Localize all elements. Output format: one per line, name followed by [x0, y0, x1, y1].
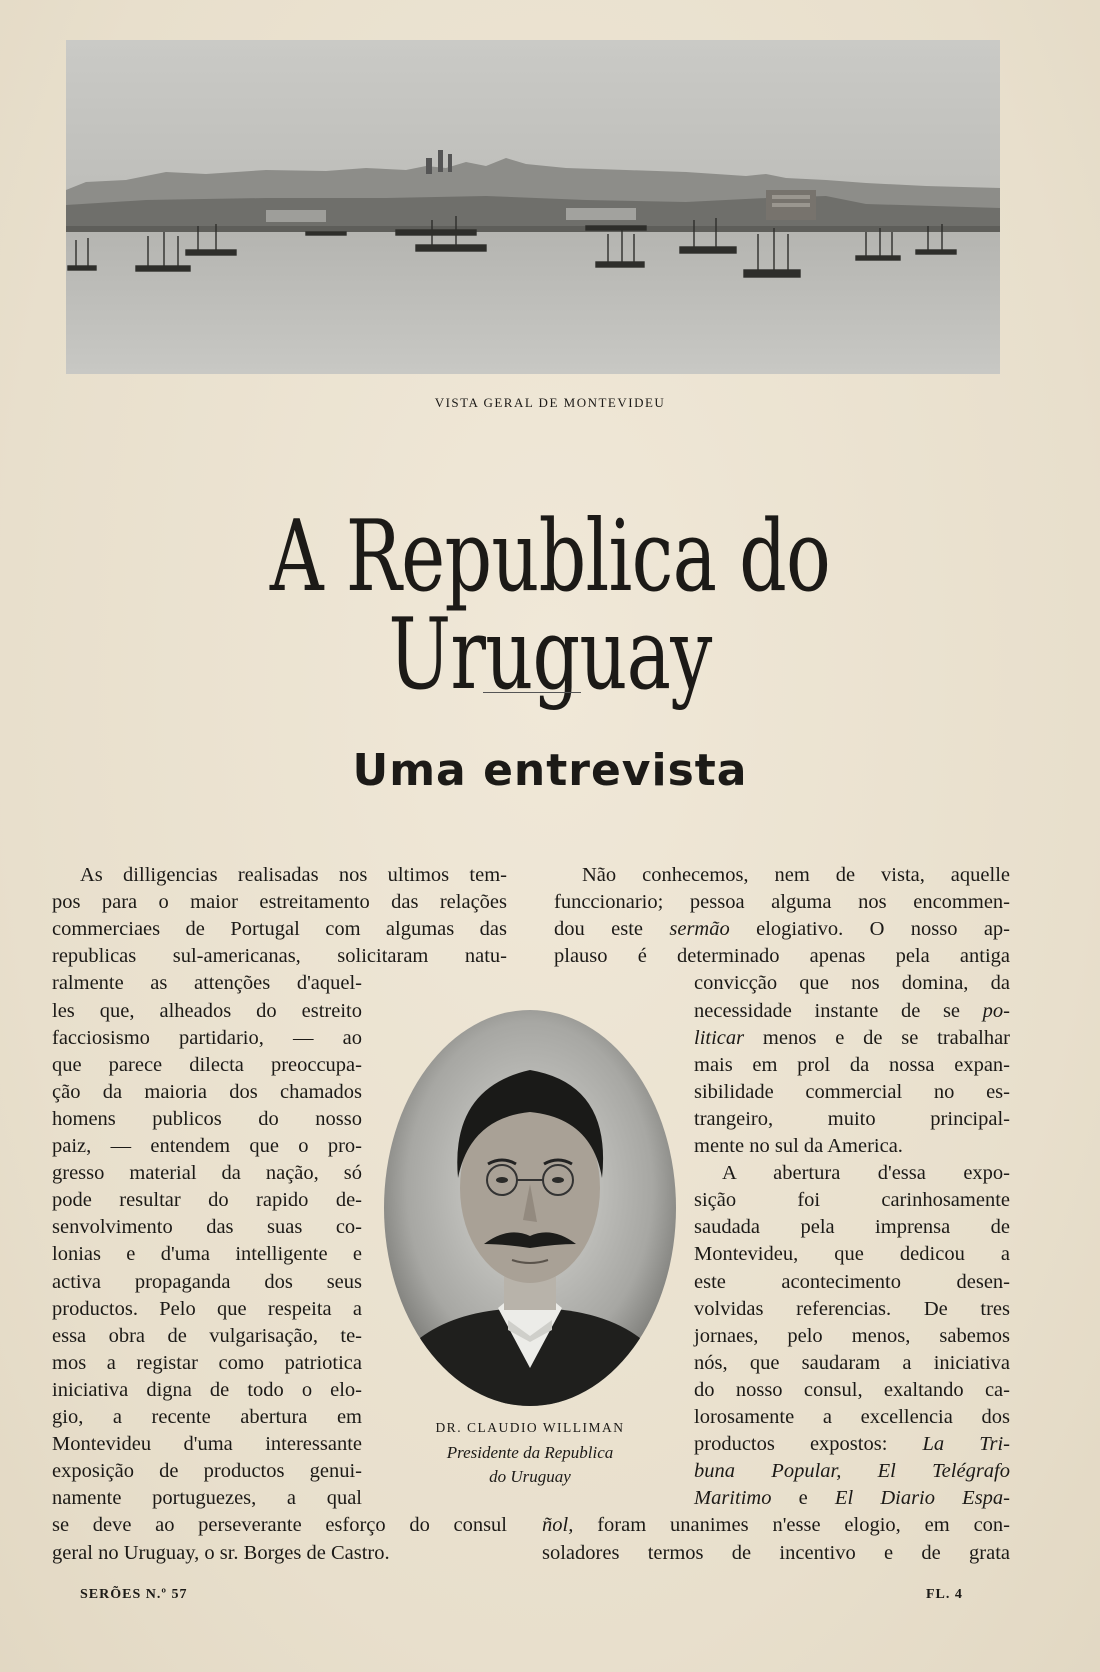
right-column-line: mente no sul da America.	[694, 1135, 903, 1157]
photo-caption: VISTA GERAL DE MONTEVIDEU	[434, 395, 666, 410]
right-column-line: productos expostos: La Tri-	[694, 1433, 1010, 1456]
left-column-line: que parece dilecta preoccupa-	[52, 1053, 362, 1076]
right-column-line: ñol, foram unanimes n'esse elogio, em con-	[542, 1514, 1010, 1537]
right-column-line: sição foi carinhosamente	[694, 1189, 1010, 1212]
left-column-line: pode resultar do rapido de-	[52, 1189, 362, 1212]
right-column-line: Maritimo e El Diario Espa-	[694, 1487, 1010, 1510]
article-title: A Republica do Uruguay	[269, 500, 831, 712]
left-column-line: iniciativa digna de todo o elo-	[52, 1378, 362, 1401]
left-column-line: commerciaes de Portugal com algumas das	[52, 918, 507, 941]
right-column-line: mais em prol da nossa expan-	[694, 1053, 1010, 1076]
right-column-line: Não conhecemos, nem de vista, aquelle	[582, 864, 1010, 886]
right-column-line: do nosso consul, exaltando ca-	[694, 1378, 1010, 1401]
left-column-line: pos para o maior estreitamento das relações	[52, 891, 507, 914]
right-column-line: liticar menos e de se trabalhar	[694, 1026, 1010, 1049]
left-column-line: productos. Pelo que respeita a	[52, 1297, 362, 1320]
left-column-line: se deve ao perseverante esforço do consul	[52, 1514, 507, 1537]
left-column-line: facciosismo partidario, — ao	[52, 1026, 362, 1049]
left-column-line: republicas sul-americanas, solicitaram natu-	[52, 945, 507, 968]
left-column-line: namente portuguezes, a qual	[52, 1487, 362, 1510]
right-column-line: nós, que saudaram a iniciativa	[694, 1351, 1010, 1374]
left-column-line: mos a registar como patriotica	[52, 1351, 362, 1374]
left-column-line: homens publicos do nosso	[52, 1107, 362, 1130]
right-column-line: lorosamente a excellencia dos	[694, 1406, 1010, 1428]
montevideo-panorama-photo	[66, 40, 1000, 374]
portrait-photo	[380, 1008, 680, 1408]
portrait-caption-role: Presidente da Republica	[446, 1443, 614, 1462]
left-column-line: activa propaganda dos seus	[52, 1270, 362, 1293]
left-column-line: geral no Uruguay, o sr. Borges de Castro.	[52, 1541, 390, 1564]
right-column-line: saudada pela imprensa de	[694, 1216, 1010, 1239]
article-subtitle: Uma entrevista	[352, 745, 748, 796]
left-column-line: essa obra de vulgarisação, te-	[52, 1324, 362, 1347]
right-column-line: Montevideu, que dedicou a	[694, 1243, 1010, 1266]
left-column-line: lonias e d'uma intelligente e	[52, 1243, 362, 1266]
left-column-line: paiz, — entendem que o pro-	[52, 1135, 362, 1157]
right-column-line: convicção que nos domina, da	[694, 972, 1010, 995]
right-column-line: jornaes, pelo menos, sabemos	[694, 1324, 1010, 1347]
right-column-line: volvidas referencias. De tres	[694, 1297, 1010, 1320]
right-column-line: este acontecimento desen-	[694, 1270, 1010, 1293]
right-column-line: plauso é determinado apenas pela antiga	[554, 945, 1010, 968]
right-column-line: buna Popular, El Telégrafo	[694, 1460, 1010, 1483]
left-column-line: Montevideu d'uma interessante	[52, 1433, 362, 1456]
left-column-line: gresso material da nação, só	[52, 1162, 362, 1185]
left-column-line: ção da maioria dos chamados	[52, 1080, 362, 1103]
right-column-line: sibilidade commercial no es-	[694, 1080, 1010, 1103]
left-column-line: ralmente as attenções d'aquel-	[52, 972, 362, 995]
footer-page: FL. 4	[926, 1587, 963, 1602]
title-divider	[483, 692, 581, 693]
right-column-line: trangeiro, muito principal-	[694, 1107, 1010, 1130]
right-column-line: A abertura d'essa expo-	[722, 1162, 1010, 1185]
right-column-line: soladores termos de incentivo e de grata	[542, 1541, 1010, 1564]
left-column-line: exposição de productos genui-	[52, 1460, 362, 1483]
left-column-line: gio, a recente abertura em	[52, 1406, 362, 1428]
right-column-line: dou este sermão elogiativo. O nosso ap-	[554, 918, 1011, 941]
left-column-line: les que, alheados do estreito	[52, 999, 362, 1022]
right-column-line: necessidade instante de se po-	[694, 999, 1010, 1022]
left-column-line: As dilligencias realisadas nos ultimos tem-	[80, 864, 507, 886]
left-column-line: senvolvimento das suas co-	[52, 1216, 362, 1239]
right-column-line: funccionario; pessoa alguma nos encommen-	[554, 891, 1010, 914]
portrait-caption-name: DR. CLAUDIO WILLIMAN	[435, 1420, 625, 1435]
portrait-caption-country: do Uruguay	[489, 1467, 571, 1486]
footer-issue: SERÕES N.º 57	[80, 1587, 188, 1602]
